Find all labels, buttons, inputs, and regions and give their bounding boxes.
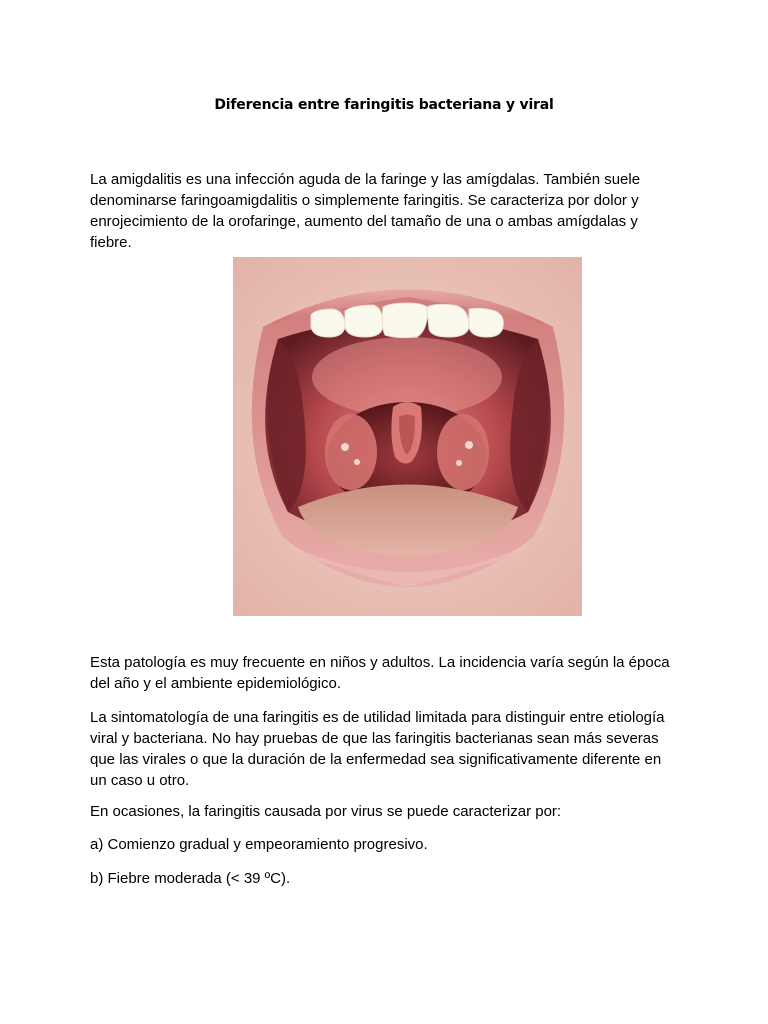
paragraph-intro: La amigdalitis es una infección aguda de la faringe y las amígdalas. También suele denominarse faringoamigdalitis o simplemente faringitis. Se caracteriza por dolor y enrojecimiento de la orofaringe, aumento del tamaño de una o ambas amígdalas y fiebre.	[90, 171, 641, 251]
list-item-b: b) Fiebre moderada (< 39 ºC).	[90, 870, 291, 887]
throat-photo	[233, 257, 582, 616]
list-item-a: a) Comienzo gradual y empeoramiento progresivo.	[90, 836, 428, 853]
document-title: Diferencia entre faringitis bacteriana y viral	[214, 97, 554, 113]
paragraph-viral-intro: En ocasiones, la faringitis causada por virus se puede caracterizar por:	[90, 803, 562, 820]
paragraph-symptomatology: La sintomatología de una faringitis es de utilidad limitada para distinguir entre etiología viral y bacteriana. No hay pruebas de que las faringitis bacterianas sean más severas que las virales o que la duración de la enfermedad sea significativamente diferente en un caso u otro.	[90, 709, 665, 789]
paragraph-frequency: Esta patología es muy frecuente en niños y adultos. La incidencia varía según la época del año y el ambiente epidemiológico.	[90, 654, 670, 692]
open-mouth-throat-photo-icon	[233, 257, 582, 616]
